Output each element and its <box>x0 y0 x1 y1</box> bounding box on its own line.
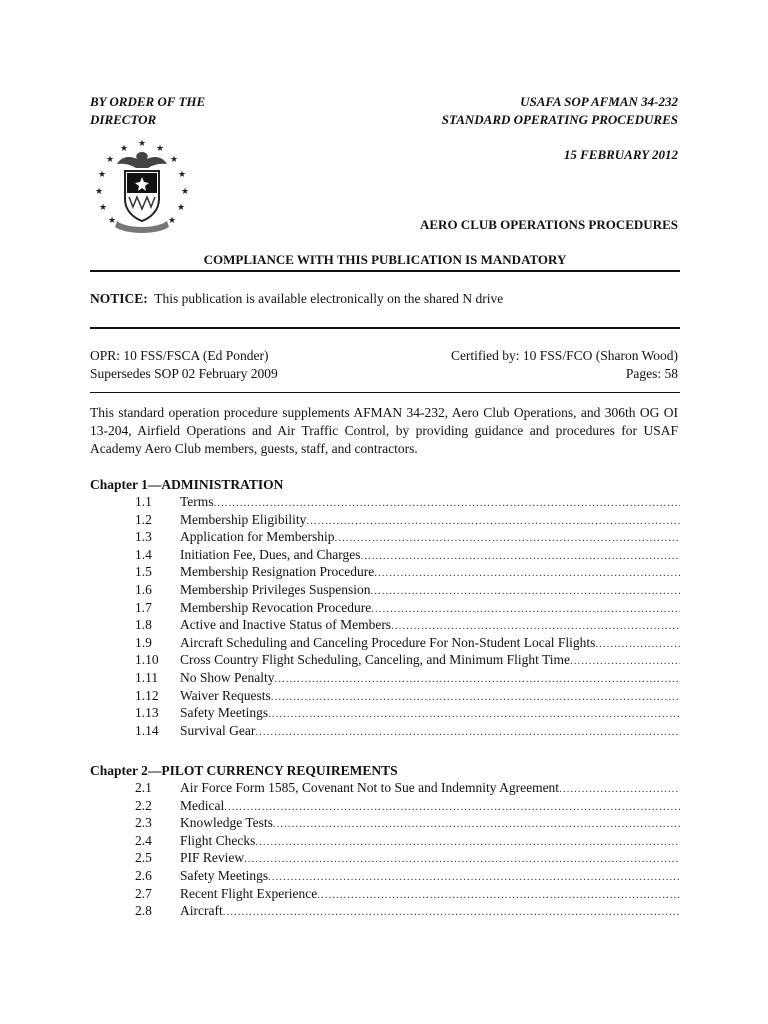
toc-number: 1.4 <box>135 546 152 562</box>
toc-title: Knowledge Tests <box>180 815 273 831</box>
svg-text:★: ★ <box>180 187 190 197</box>
svg-text:★: ★ <box>169 155 179 165</box>
leader-dots <box>371 603 680 615</box>
svg-text:★: ★ <box>176 203 186 213</box>
toc-item[interactable] <box>90 903 680 921</box>
toc-number: 1.1 <box>135 494 152 509</box>
toc-title: Aircraft <box>180 903 223 919</box>
toc-title: Cross Country Flight Scheduling, Canceling, and Minimum Flight Time <box>180 652 571 668</box>
opr: OPR: 10 FSS/FSCA (Ed Ponder) <box>90 348 269 363</box>
toc-number: 2.1 <box>135 780 152 795</box>
toc-title: Membership Eligibility <box>180 511 307 527</box>
divider <box>90 392 680 393</box>
toc-item[interactable] <box>90 815 680 833</box>
divider <box>90 327 680 329</box>
chapter-heading: Chapter 2—PILOT CURRENCY REQUIREMENTS <box>90 763 398 778</box>
toc-number: 1.13 <box>135 705 159 721</box>
leader-dots <box>224 801 680 813</box>
toc-number: 1.9 <box>135 634 152 650</box>
toc-title: PIF Review <box>180 850 245 866</box>
publication-date: 15 FEBRUARY 2012 <box>563 147 678 162</box>
leader-dots <box>559 783 680 795</box>
leader-dots <box>268 708 680 720</box>
toc-item[interactable] <box>90 564 680 582</box>
toc-item[interactable] <box>90 850 680 868</box>
toc-chapter-1 <box>90 494 680 740</box>
toc-item[interactable] <box>90 868 680 886</box>
toc-title: Active and Inactive Status of Members <box>180 617 392 633</box>
certified-by: Certified by: 10 FSS/FCO (Sharon Wood) <box>450 348 678 363</box>
meta-right <box>380 347 678 383</box>
toc-number: 1.8 <box>135 617 152 633</box>
svg-text:★: ★ <box>119 144 129 154</box>
toc-title: Flight Checks <box>180 832 256 848</box>
chapter-heading: Chapter 1—ADMINISTRATION <box>90 477 284 492</box>
toc-item[interactable] <box>90 652 680 670</box>
toc-item[interactable] <box>90 635 680 653</box>
leader-dots <box>214 497 680 509</box>
leader-dots <box>391 620 680 632</box>
issuer-block <box>90 93 205 129</box>
svg-text:★: ★ <box>98 203 108 213</box>
publication-type: STANDARD OPERATING PROCEDURES <box>441 112 678 127</box>
toc-number: 1.10 <box>135 652 159 668</box>
toc-number: 1.11 <box>135 669 159 685</box>
leader-dots <box>255 836 680 848</box>
toc-number: 2.2 <box>135 797 152 813</box>
toc-number: 1.14 <box>135 722 159 738</box>
toc-item[interactable] <box>90 780 680 798</box>
toc-item[interactable] <box>90 670 680 688</box>
leader-dots <box>374 567 680 579</box>
leader-dots <box>273 818 680 830</box>
svg-text:★: ★ <box>97 170 107 180</box>
toc-title: Safety Meetings <box>180 867 269 883</box>
svg-text:★: ★ <box>177 170 187 180</box>
toc-title: Application for Membership <box>180 529 335 545</box>
toc-item[interactable] <box>90 705 680 723</box>
toc-title: Survival Gear <box>180 722 256 738</box>
toc-number: 2.8 <box>135 903 152 919</box>
svg-text:★: ★ <box>94 187 104 197</box>
page-count: Pages: 58 <box>625 366 678 381</box>
toc-title: Terms <box>180 494 214 509</box>
leader-dots <box>371 585 681 597</box>
leader-dots <box>570 655 680 667</box>
toc-item[interactable] <box>90 886 680 904</box>
supersedes: Supersedes SOP 02 February 2009 <box>90 366 278 381</box>
publication-number: USAFA SOP AFMAN 34-232 <box>520 94 678 109</box>
meta-left <box>90 347 278 383</box>
leader-dots <box>255 726 680 738</box>
toc-number: 2.3 <box>135 815 152 831</box>
leader-dots <box>271 691 680 703</box>
leader-dots <box>275 673 681 685</box>
divider <box>90 270 680 272</box>
toc-number: 2.6 <box>135 867 152 883</box>
toc-item[interactable] <box>90 529 680 547</box>
toc-title: Air Force Form 1585, Covenant Not to Sue and Indemnity Agreement <box>180 780 560 795</box>
document-title: AERO CLUB OPERATIONS PROCEDURES <box>420 217 678 232</box>
issuer-line-2: DIRECTOR <box>90 112 157 127</box>
toc-title: Initiation Fee, Dues, and Charges <box>180 546 361 562</box>
leader-dots <box>317 889 680 901</box>
toc-item[interactable] <box>90 688 680 706</box>
toc-title: Medical <box>180 797 225 813</box>
notice <box>90 290 503 308</box>
toc-number: 1.6 <box>135 581 152 597</box>
leader-dots <box>306 515 680 527</box>
leader-dots <box>334 532 680 544</box>
intro-paragraph: This standard operation procedure supplements AFMAN 34-232, Aero Club Operations, and 306th OG OI 13-204, Airfield Operations and Air Traffic Control, by providing guidance and procedures for USAF Academy Aero Club members, guests, staff, and contractors. <box>90 405 678 456</box>
toc-item[interactable] <box>90 582 680 600</box>
toc-title: Waiver Requests <box>180 687 271 703</box>
svg-text:★: ★ <box>167 216 177 226</box>
toc-title: Membership Revocation Procedure <box>180 599 372 615</box>
svg-text:★: ★ <box>107 216 117 226</box>
toc-number: 1.3 <box>135 529 152 545</box>
toc-item[interactable] <box>90 494 680 512</box>
leader-dots <box>244 853 680 865</box>
toc-number: 1.2 <box>135 511 152 527</box>
toc-chapter-2 <box>90 780 680 921</box>
toc-number: 1.12 <box>135 687 159 703</box>
leader-dots <box>360 550 680 562</box>
toc-title: Recent Flight Experience <box>180 885 318 901</box>
toc-number: 1.7 <box>135 599 152 615</box>
toc-title: Safety Meetings <box>180 705 269 721</box>
toc-title: No Show Penalty <box>180 669 275 685</box>
toc-item[interactable] <box>90 798 680 816</box>
compliance-statement: COMPLIANCE WITH THIS PUBLICATION IS MANDATORY <box>203 252 567 267</box>
leader-dots <box>268 871 680 883</box>
leader-dots <box>223 906 680 918</box>
toc-number: 2.4 <box>135 832 152 848</box>
toc-item[interactable] <box>90 547 680 565</box>
toc-item[interactable] <box>90 600 680 618</box>
toc-item[interactable] <box>90 723 680 741</box>
toc-item[interactable] <box>90 512 680 530</box>
toc-title: Aircraft Scheduling and Canceling Procedure For Non-Student Local Flights <box>180 634 596 650</box>
toc-item[interactable] <box>90 617 680 635</box>
notice-label: NOTICE: <box>90 291 148 306</box>
toc-item[interactable] <box>90 833 680 851</box>
toc-number: 2.7 <box>135 885 152 901</box>
notice-text: This publication is available electronically on the shared N drive <box>154 291 504 306</box>
publication-id-block <box>380 93 678 129</box>
toc-number: 2.5 <box>135 850 152 866</box>
svg-text:★: ★ <box>137 139 147 149</box>
issuer-line-1: BY ORDER OF THE <box>90 94 206 109</box>
toc-number: 1.5 <box>135 564 152 580</box>
toc-title: Membership Resignation Procedure <box>180 564 375 580</box>
svg-text:★: ★ <box>105 155 115 165</box>
leader-dots <box>595 638 680 650</box>
svg-text:★: ★ <box>155 144 165 154</box>
toc-title: Membership Privileges Suspension <box>180 581 371 597</box>
